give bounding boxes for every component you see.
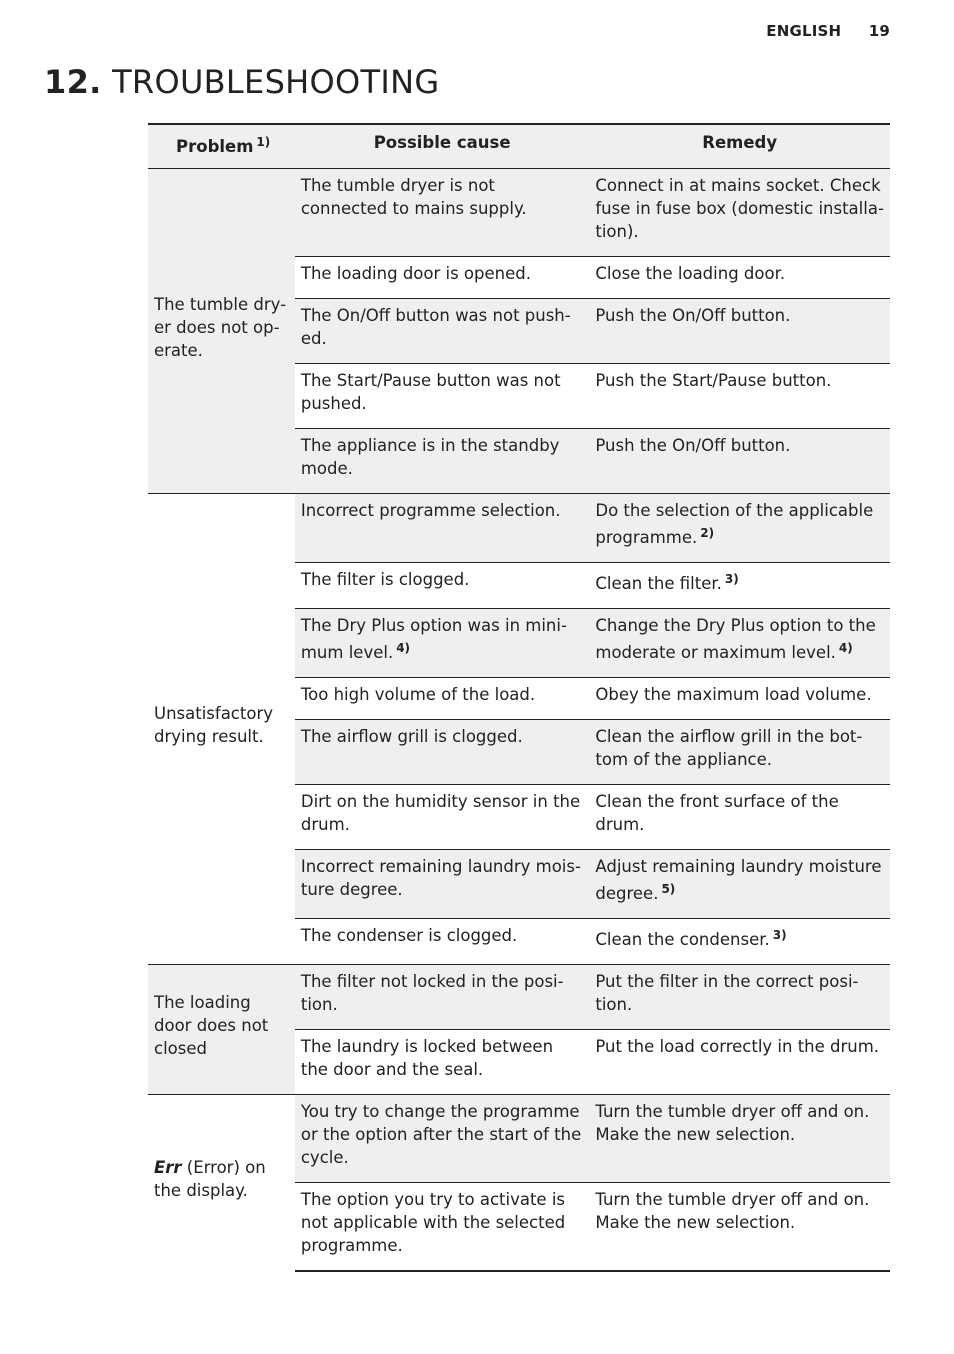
cause-text: The appliance is in the standby mode.: [300, 436, 560, 478]
remedy-text: Push the Start/Pause button.: [595, 371, 832, 390]
remedy-text: Clean the condenser.: [595, 930, 770, 949]
column-header-cause: Possible cause: [295, 124, 590, 169]
problem-text: Unsatisfactory drying result.: [154, 704, 273, 746]
problem-text: (Error) on the display.: [154, 1158, 266, 1200]
table-row: [148, 169, 890, 257]
remedy-cell: [589, 965, 890, 1030]
cause-cell: [295, 1183, 590, 1272]
remedy-text: Put the filter in the correct posi-tion.: [595, 972, 859, 1014]
remedy-text: Change the Dry Plus option to the moderate or maximum level.: [595, 616, 876, 662]
footnote-marker: 3): [724, 572, 739, 586]
remedy-cell: [589, 1095, 890, 1183]
cause-cell: [295, 1095, 590, 1183]
cause-text: You try to change the programme or the option after the start of the cycle.: [300, 1102, 582, 1167]
section-title: TROUBLESHOOTING: [112, 63, 440, 101]
problem-text: The loading door does not closed: [154, 993, 269, 1058]
footnote-marker: 4): [838, 641, 853, 655]
remedy-text: Connect in at mains socket. Check fuse in fuse box (domestic installa-tion).: [595, 176, 884, 241]
remedy-cell: [589, 720, 890, 785]
table-row: [148, 965, 890, 1030]
remedy-text: Obey the maximum load volume.: [595, 685, 872, 704]
remedy-cell: [589, 609, 890, 678]
cause-text: Dirt on the humidity sensor in the drum.: [300, 792, 581, 834]
remedy-text: Push the On/Off button.: [595, 306, 791, 325]
cause-cell: [295, 429, 590, 494]
page-header: [766, 22, 890, 40]
remedy-cell: [589, 1183, 890, 1272]
remedy-text: Do the selection of the applicable programme.: [595, 501, 874, 547]
troubleshooting-table: [148, 123, 890, 1272]
remedy-cell: [589, 494, 890, 563]
error-code: Err: [154, 1158, 182, 1177]
page-number: 19: [868, 22, 890, 40]
table-row: [148, 1095, 890, 1183]
cause-cell: [295, 678, 590, 720]
cause-cell: [295, 257, 590, 299]
cause-text: Incorrect programme selection.: [300, 501, 561, 520]
remedy-cell: [589, 257, 890, 299]
cause-text: The loading door is opened.: [300, 264, 531, 283]
remedy-cell: [589, 563, 890, 609]
cause-text: The On/Off button was not push-ed.: [300, 306, 571, 348]
remedy-cell: [589, 678, 890, 720]
cause-cell: [295, 299, 590, 364]
cause-cell: [295, 494, 590, 563]
cause-cell: [295, 919, 590, 965]
cause-cell: [295, 720, 590, 785]
remedy-text: Turn the tumble dryer off and on. Make the new selection.: [595, 1102, 870, 1144]
cause-text: The Start/Pause button was not pushed.: [300, 371, 561, 413]
remedy-cell: [589, 1030, 890, 1095]
language-label: ENGLISH: [766, 22, 842, 40]
cause-cell: [295, 785, 590, 850]
remedy-text: Clean the filter.: [595, 574, 722, 593]
cause-text: Too high volume of the load.: [300, 685, 536, 704]
remedy-cell: [589, 364, 890, 429]
remedy-text: Clean the airflow grill in the bot-tom of the appliance.: [595, 727, 863, 769]
page-title: [44, 63, 439, 101]
problem-text: The tumble dry-er does not op-erate.: [154, 294, 287, 360]
cause-cell: [295, 364, 590, 429]
cause-text: The airflow grill is clogged.: [300, 727, 523, 746]
cause-text: The option you try to activate is not applicable with the selected programme.: [300, 1190, 566, 1255]
problem-cell: [148, 965, 295, 1095]
cause-cell: [295, 609, 590, 678]
cause-cell: [295, 169, 590, 257]
cause-text: The laundry is locked between the door and the seal.: [300, 1037, 554, 1079]
table-row: [148, 494, 890, 563]
column-header-problem: [148, 124, 295, 169]
table-header-row: [148, 124, 890, 169]
footnote-marker: 1): [256, 135, 271, 149]
problem-cell: [148, 1095, 295, 1272]
column-header-remedy: Remedy: [589, 124, 890, 169]
cause-text: The Dry Plus option was in mini-mum level.: [300, 616, 567, 662]
cause-text: The filter is clogged.: [300, 570, 470, 589]
footnote-marker: 2): [700, 526, 715, 540]
footnote-marker: 3): [772, 928, 787, 942]
cause-cell: [295, 850, 590, 919]
problem-cell: [148, 169, 295, 494]
cause-text: The filter not locked in the posi-tion.: [300, 972, 564, 1014]
cause-text: The tumble dryer is not connected to mains supply.: [300, 176, 527, 218]
remedy-text: Push the On/Off button.: [595, 436, 791, 455]
remedy-text: Put the load correctly in the drum.: [595, 1037, 880, 1056]
cause-cell: [295, 1030, 590, 1095]
column-header-problem-text: Problem: [176, 137, 254, 156]
problem-cell: [148, 494, 295, 965]
remedy-text: Close the loading door.: [595, 264, 786, 283]
cause-cell: [295, 965, 590, 1030]
section-number: 12.: [44, 63, 102, 101]
cause-cell: [295, 563, 590, 609]
cause-text: The condenser is clogged.: [300, 926, 518, 945]
footnote-marker: 5): [661, 882, 676, 896]
cause-text: Incorrect remaining laundry mois-ture degree.: [300, 857, 581, 899]
footnote-marker: 4): [396, 641, 411, 655]
remedy-cell: [589, 429, 890, 494]
remedy-text: Adjust remaining laundry moisture degree.: [595, 857, 882, 903]
remedy-cell: [589, 919, 890, 965]
remedy-cell: [589, 785, 890, 850]
remedy-text: Clean the front surface of the drum.: [595, 792, 839, 834]
remedy-text: Turn the tumble dryer off and on. Make the new selection.: [595, 1190, 870, 1232]
table-body: [148, 169, 890, 1272]
remedy-cell: [589, 299, 890, 364]
remedy-cell: [589, 169, 890, 257]
remedy-cell: [589, 850, 890, 919]
